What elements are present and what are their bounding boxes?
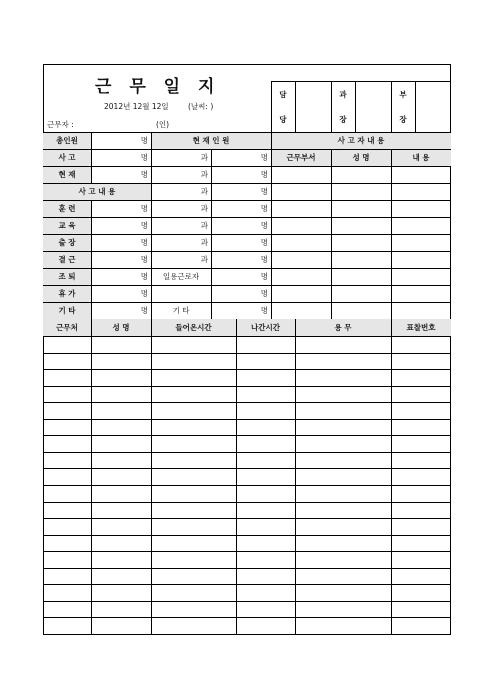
log-header-5: 표찰번호 <box>391 319 451 336</box>
log-header-1: 성 명 <box>91 319 151 336</box>
dept-unit: 과 <box>200 187 208 196</box>
log-header-line <box>43 336 451 337</box>
approval-label-top: 부 <box>399 89 407 99</box>
date-text: 2012년 12월 12일 <box>104 102 169 111</box>
log-row-line <box>43 402 451 403</box>
row-count-unit: 명 <box>140 272 148 281</box>
log-col-line <box>391 319 392 634</box>
dept-count-unit: 명 <box>260 255 268 264</box>
approval-label-bottom: 장 <box>339 114 347 124</box>
log-row-line <box>43 568 451 569</box>
approval-border <box>271 81 451 82</box>
row-count-unit: 명 <box>140 289 148 298</box>
row-label-6: 결 근 <box>43 251 91 268</box>
log-row-line <box>43 386 451 387</box>
seal-text: (인) <box>156 120 170 129</box>
log-row-line <box>43 551 451 552</box>
log-row-line <box>43 452 451 453</box>
dept-count-unit: 명 <box>260 272 268 281</box>
worker-label: 근무자 : <box>47 120 74 129</box>
approval-label-bottom: 장 <box>399 114 407 124</box>
log-row-line <box>43 535 451 536</box>
approval-label-top: 담 <box>279 89 287 99</box>
dept-label: 일용근로자 <box>162 272 200 281</box>
dept-label: 기 타 <box>172 306 190 315</box>
current-personnel-header: 현 재 인 원 <box>151 132 271 149</box>
row-label-8: 휴 가 <box>43 285 91 302</box>
dept-unit: 과 <box>200 221 208 230</box>
row-label-1: 현 재 <box>43 166 91 183</box>
summary-row-line <box>43 149 451 150</box>
log-header-3: 나간시간 <box>236 319 295 336</box>
dept-count-unit: 명 <box>260 306 268 315</box>
row-label-9: 기 타 <box>43 302 91 319</box>
log-row-line <box>43 435 451 436</box>
row-count-unit: 명 <box>140 221 148 230</box>
dept-count-unit: 명 <box>260 204 268 213</box>
row-label-0: 사 고 <box>43 149 91 166</box>
approval-divider <box>391 81 392 132</box>
summary-row-line <box>43 166 451 167</box>
dept-unit: 과 <box>200 238 208 247</box>
row-count-unit: 명 <box>140 238 148 247</box>
sub-header-dept: 근무부서 <box>271 149 331 166</box>
approval-divider <box>415 81 416 132</box>
summary-row-line <box>43 234 451 235</box>
log-row-line <box>43 584 451 585</box>
summary-col-line <box>211 149 212 319</box>
row-count-unit: 명 <box>140 153 148 162</box>
log-row-line <box>43 353 451 354</box>
log-row-line <box>43 601 451 602</box>
sub-header-name: 성 명 <box>331 149 391 166</box>
log-row-line <box>43 502 451 503</box>
dept-count-unit: 명 <box>260 238 268 247</box>
total-personnel-label: 총인원 <box>43 132 91 149</box>
dept-count-unit: 명 <box>260 289 268 298</box>
dept-count-unit: 명 <box>260 153 268 162</box>
log-col-line <box>91 319 92 634</box>
approval-label-bottom: 당 <box>279 114 287 124</box>
summary-col-line <box>391 149 392 319</box>
accident-content-header: 사 고 자 내 용 <box>271 132 451 149</box>
dept-unit: 과 <box>200 255 208 264</box>
summary-col-line <box>331 149 332 319</box>
dept-count-unit: 명 <box>260 221 268 230</box>
log-col-line <box>295 319 296 634</box>
summary-row-line <box>43 251 451 252</box>
log-row-line <box>43 419 451 420</box>
weather-text: (날씨: ) <box>188 102 214 111</box>
summary-col-line <box>91 132 92 183</box>
log-row-line <box>43 485 451 486</box>
log-row-line <box>43 617 451 618</box>
total-personnel-unit: 명 <box>140 136 148 145</box>
dept-unit: 과 <box>200 204 208 213</box>
approval-divider <box>331 81 332 132</box>
row-label-3: 훈 련 <box>43 200 91 217</box>
summary-row-line <box>43 302 451 303</box>
dept-unit: 과 <box>200 153 208 162</box>
log-col-line <box>236 319 237 634</box>
row-label-4: 교 육 <box>43 217 91 234</box>
summary-row-line <box>43 132 451 133</box>
row-label-7: 조 퇴 <box>43 268 91 285</box>
summary-col-line <box>91 200 92 319</box>
log-col-line <box>151 319 152 634</box>
log-header-4: 용 무 <box>295 319 391 336</box>
dept-count-unit: 명 <box>260 170 268 179</box>
row-count-unit: 명 <box>140 170 148 179</box>
row-count-unit: 명 <box>140 306 148 315</box>
log-row-line <box>43 468 451 469</box>
summary-col-line <box>271 132 272 319</box>
summary-col-line <box>151 132 152 319</box>
row-count-unit: 명 <box>140 255 148 264</box>
log-row-line <box>43 518 451 519</box>
approval-label-top: 과 <box>339 89 347 99</box>
sub-header-content: 내 용 <box>391 149 451 166</box>
row-count-unit: 명 <box>140 204 148 213</box>
summary-row-line <box>43 268 451 269</box>
log-header-2: 들어온시간 <box>151 319 236 336</box>
summary-row-line <box>43 200 451 201</box>
dept-count-unit: 명 <box>260 187 268 196</box>
summary-row-line <box>43 217 451 218</box>
approval-divider <box>355 81 356 132</box>
approval-divider <box>295 81 296 132</box>
dept-label <box>151 285 211 302</box>
summary-row-line <box>43 183 451 184</box>
accident-content-label: 사 고 내 용 <box>43 183 151 200</box>
row-label-5: 출 장 <box>43 234 91 251</box>
summary-row-line <box>43 285 451 286</box>
log-row-line <box>43 369 451 370</box>
approval-border <box>271 81 272 132</box>
dept-unit: 과 <box>200 170 208 179</box>
form-title: 근 무 일 지 <box>95 77 221 97</box>
log-header-0: 근무처 <box>43 319 91 336</box>
